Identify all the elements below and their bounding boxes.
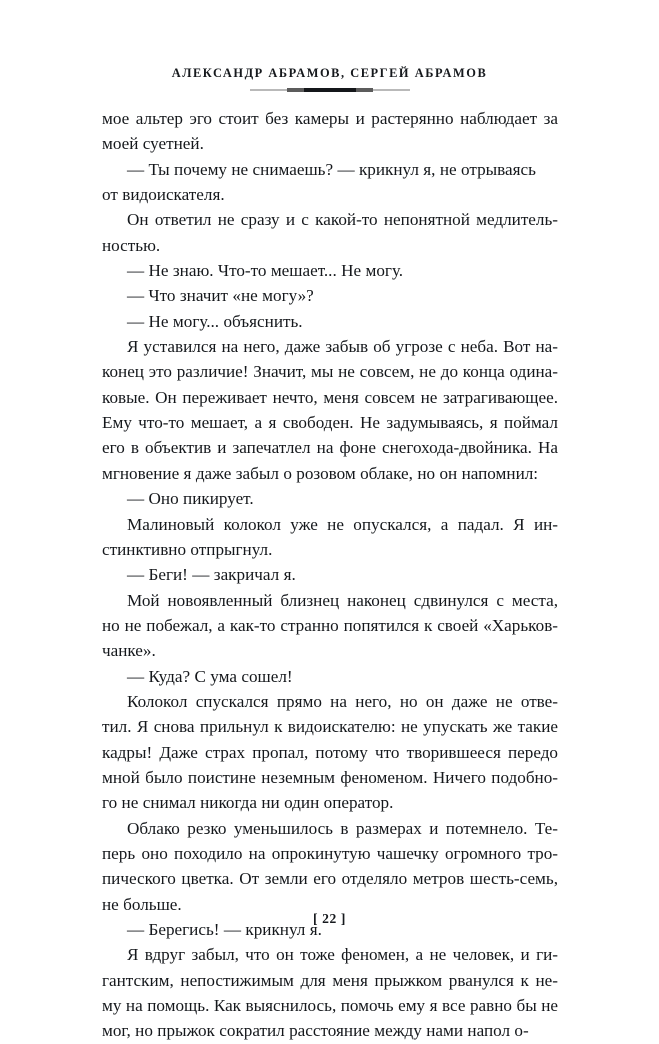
text-line: не больше.: [102, 894, 182, 914]
text-line: го не снимал никогда ни один оператор.: [102, 793, 394, 813]
text-line: перь оно походило на опрокинутую чашечку огромного тро-: [102, 843, 558, 863]
paragraph: [102, 334, 558, 486]
text-line: му на помощь. Как выяснилось, помочь ему я все равно бы не: [102, 996, 558, 1016]
text-line: моей суетней.: [102, 134, 204, 154]
text-line: кадры! Даже страх пропал, потому что творившееся передо: [102, 742, 558, 762]
paragraph: [102, 689, 558, 816]
text-line: конец это различие! Значит, мы не совсем, не до конца одина-: [102, 362, 558, 382]
text-line: Малиновый колокол уже не опускался, а падал. Я ин-: [127, 514, 558, 534]
paragraph: [102, 816, 558, 917]
text-line: чанке».: [102, 641, 156, 661]
text-line: Облако резко уменьшилось в размерах и потемнело. Те-: [127, 818, 558, 838]
text-line: мной было поистине неземным феноменом. Ничего подобно-: [102, 767, 558, 787]
text-line: стинктивно отпрыгнул.: [102, 539, 273, 559]
page-folio: [0, 910, 659, 928]
paragraph: [102, 258, 558, 283]
text-line: мог, но прыжок сократил расстояние между нами напол о-: [102, 1021, 529, 1041]
divider-core-segment: [304, 88, 356, 92]
paragraph: [102, 157, 558, 208]
text-line: Мой новоявленный близнец наконец сдвинулся с места,: [127, 590, 558, 610]
paragraph: [102, 664, 558, 689]
text-line: — Оно пикирует.: [127, 489, 254, 509]
text-line: от видоискателя.: [102, 185, 225, 205]
text-line: — Ты почему не снимаешь? — крикнул я, не отрываясь: [127, 159, 536, 179]
text-line: — Берегись! — крикнул я.: [127, 920, 322, 939]
text-line: Я вдруг забыл, что он тоже феномен, а не человек, и ги-: [127, 945, 558, 965]
paragraph: [102, 512, 558, 563]
paragraph: [102, 283, 558, 308]
text-line: тил. Я снова прильнул к видоискателю: не упускать же такие: [102, 717, 558, 737]
paragraph: [102, 309, 558, 334]
page-number: [ 22 ]: [312, 911, 347, 926]
text-line: его в объектив и запечатлел на фоне снегохода-двойника. На: [102, 438, 558, 458]
running-head: [0, 66, 659, 95]
text-line: — Беги! — закричал я.: [127, 565, 296, 585]
body-text-block: [102, 106, 558, 1044]
paragraph: [102, 942, 558, 1043]
text-line: — Куда? С ума сошел!: [127, 666, 293, 686]
text-line: ковые. Он переживает нечто, меня совсем не затрагивающее.: [102, 387, 558, 407]
text-line: гантским, непостижимым для меня прыжком рванулся к не-: [102, 970, 558, 990]
text-line: ностью.: [102, 235, 161, 255]
paragraph: [102, 106, 558, 157]
running-head-authors: АЛЕКСАНДР АБРАМОВ, СЕРГЕЙ АБРАМОВ: [171, 66, 488, 80]
text-line: — Не знаю. Что-то мешает... Не могу.: [127, 261, 404, 281]
text-line: Я уставился на него, даже забыв об угрозе с неба. Вот на-: [127, 337, 558, 357]
text-line: но не побежал, а как-то странно попятился к своей «Харьков-: [102, 615, 558, 635]
ornamental-divider: [250, 86, 410, 95]
text-line: — Не могу... объяснить.: [127, 311, 303, 331]
text-line: Он ответил не сразу и с какой-то непонятной медлитель-: [127, 210, 558, 230]
text-line: — Что значит «не могу»?: [127, 286, 314, 306]
text-line: Колокол спускался прямо на него, но он даже не отве-: [127, 691, 558, 711]
text-line: Ему что-то мешает, а я свободен. Не задумываясь, я поймал: [102, 413, 558, 433]
text-line: мгновение я даже забыл о розовом облаке, но он напомнил:: [102, 463, 539, 483]
paragraph: [102, 562, 558, 587]
text-line: мое альтер эго стоит без камеры и растерянно наблюдает за: [102, 109, 558, 128]
paragraph: [102, 588, 558, 664]
paragraph: [102, 486, 558, 511]
paragraph: [102, 207, 558, 258]
text-line: пического цветка. От земли его отделяло метров шесть-семь,: [102, 869, 558, 889]
